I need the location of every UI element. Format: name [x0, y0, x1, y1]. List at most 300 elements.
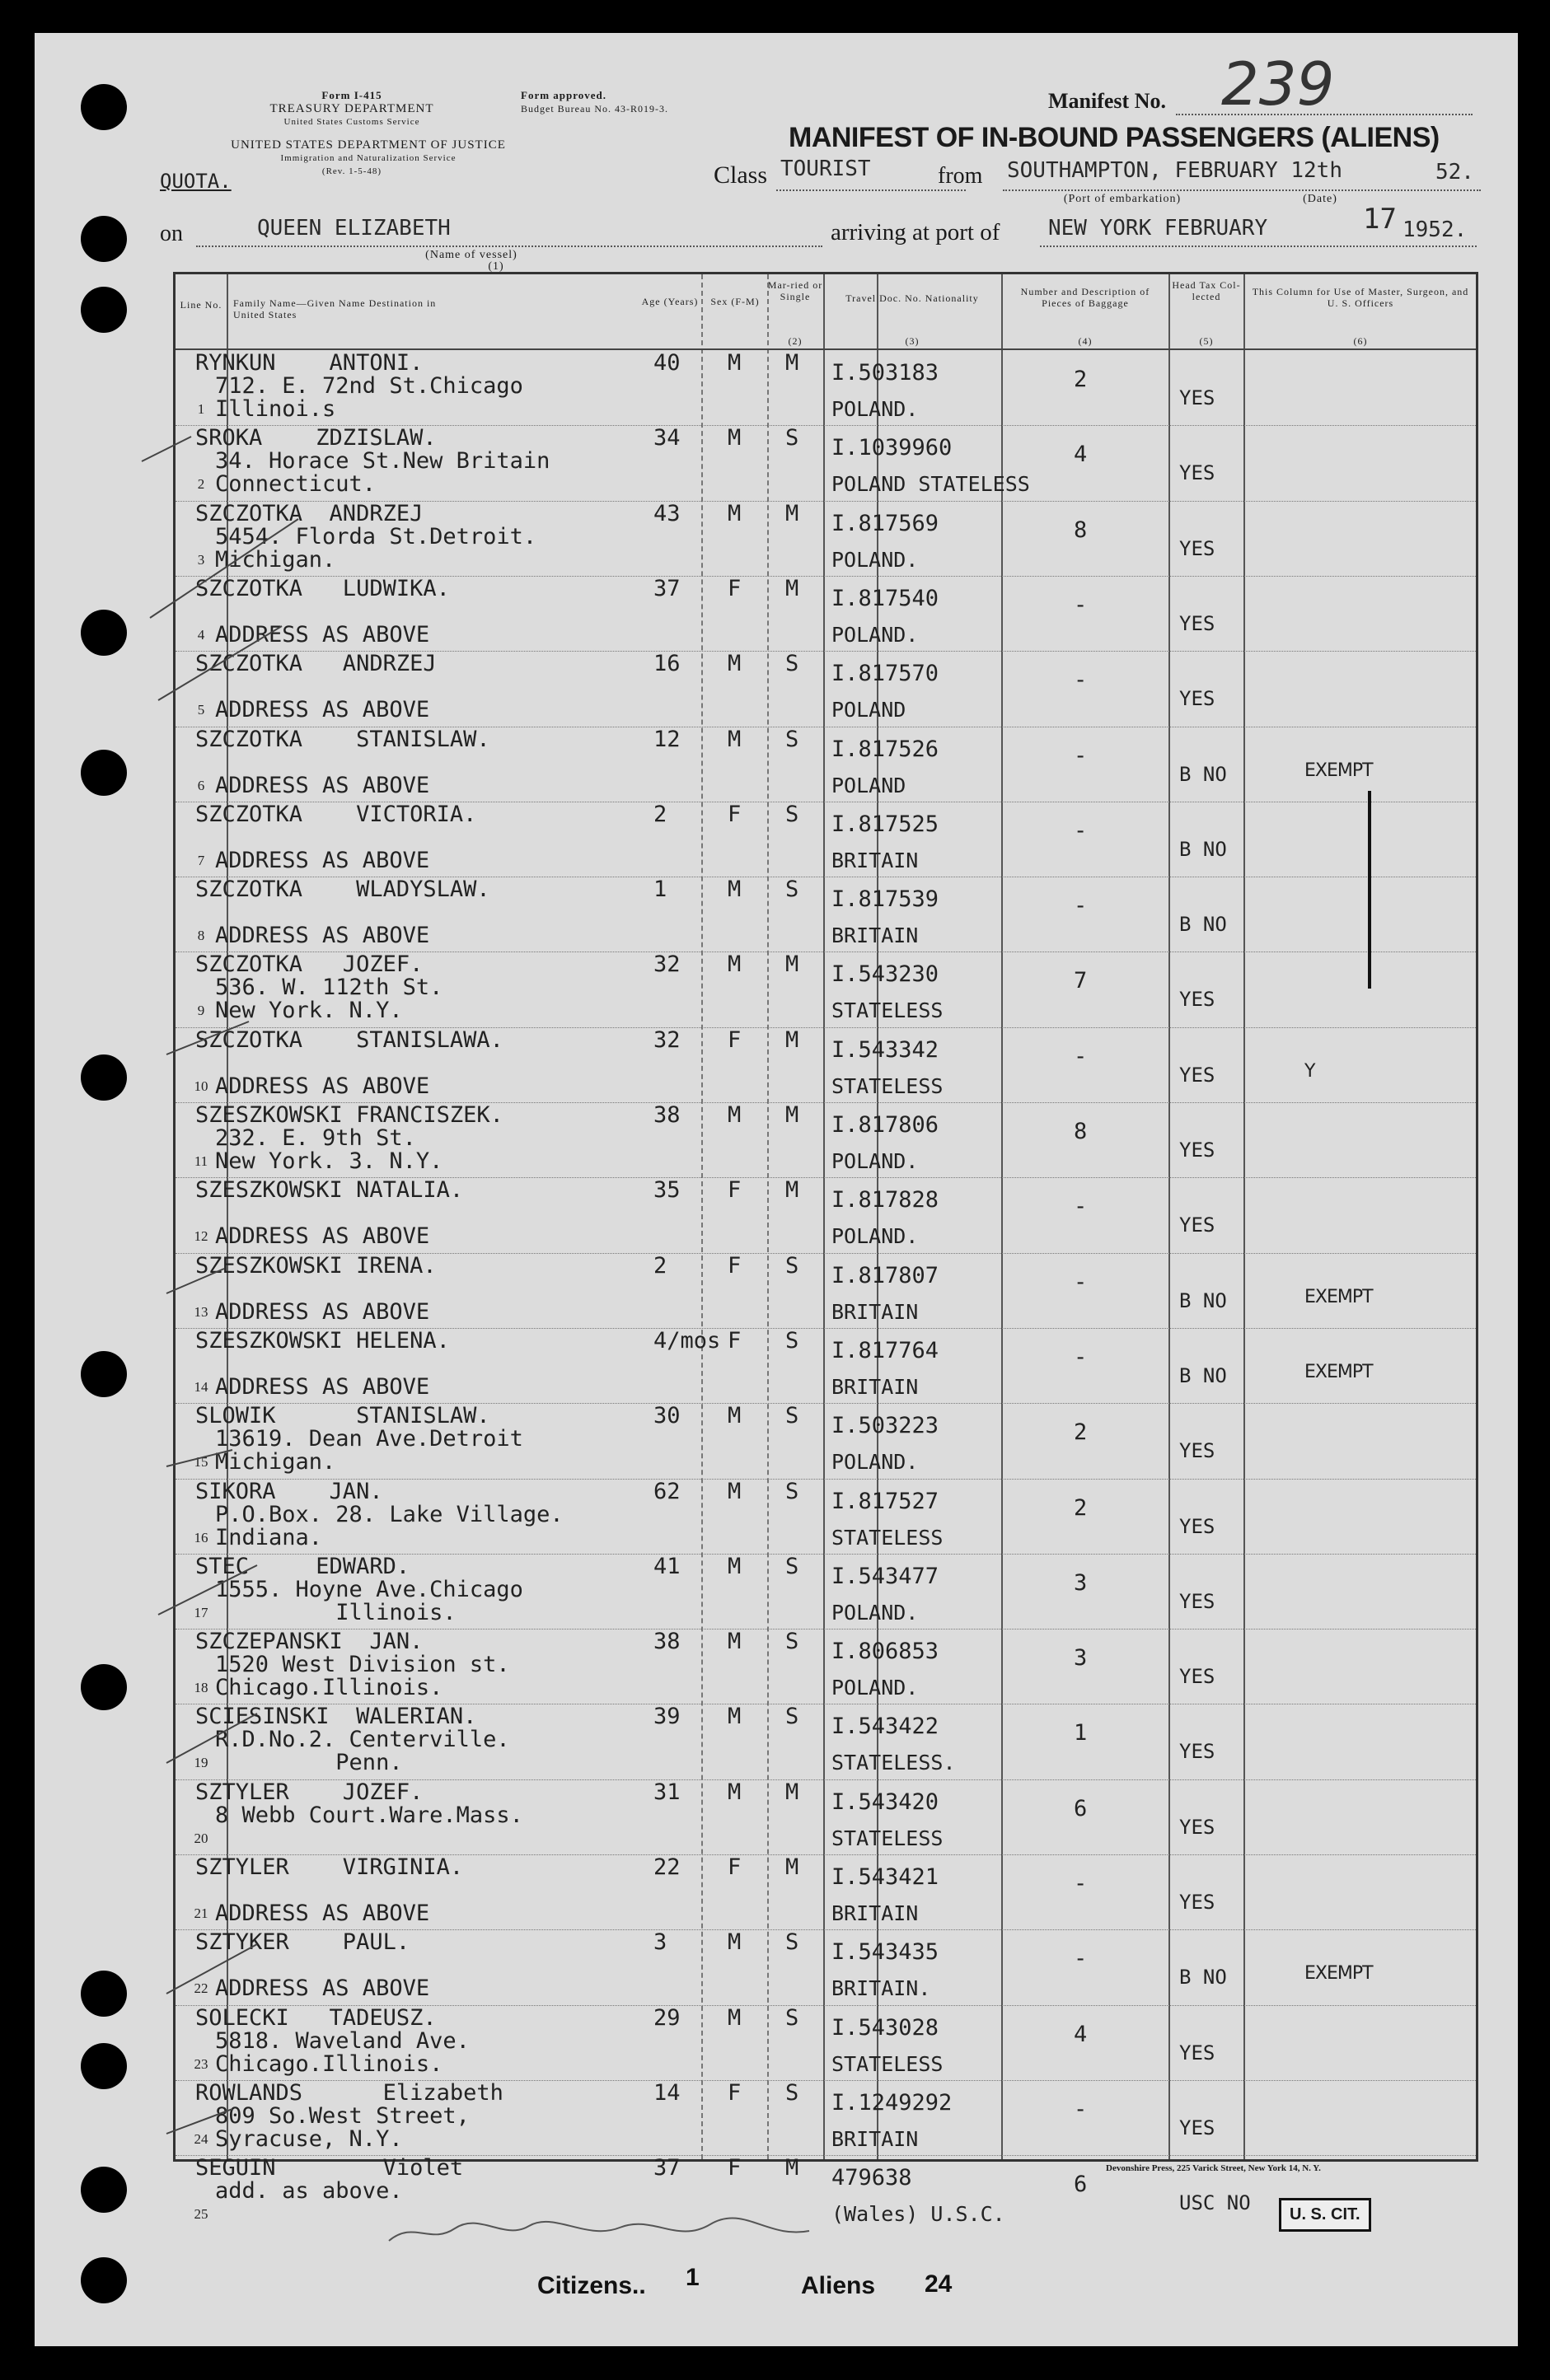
- passenger-age: 40: [653, 350, 681, 376]
- baggage-count: 4: [1074, 2021, 1088, 2047]
- marital-status: S: [785, 651, 799, 677]
- head-tax: YES: [1179, 1891, 1215, 1914]
- passenger-sex: F: [728, 2155, 742, 2181]
- table-row: [176, 1629, 1476, 1704]
- binder-hole: [81, 1971, 127, 2017]
- line-number: 1: [197, 401, 205, 417]
- head-tax: YES: [1179, 1514, 1215, 1538]
- line-number: 12: [194, 1228, 208, 1245]
- head-tax: YES: [1179, 611, 1215, 635]
- col-baggage: Number and Description of Pieces of Baggage: [1020, 286, 1150, 309]
- address-line-1: R.D.No.2. Centerville.: [215, 1727, 510, 1753]
- line-number: 7: [197, 852, 205, 868]
- marital-status: M: [785, 1102, 799, 1128]
- table-row: [176, 1479, 1476, 1555]
- from-label: from: [938, 163, 983, 189]
- binder-hole: [81, 216, 127, 262]
- line-number: 14: [194, 1378, 208, 1395]
- nationality: BRITAIN: [831, 1901, 919, 1925]
- line-number: 11: [194, 1153, 208, 1169]
- nationality: POLAND.: [831, 1149, 919, 1173]
- aliens-count: 24: [925, 2270, 953, 2298]
- line-number: 17: [194, 1604, 208, 1620]
- address-line-2: Indiana.: [215, 1524, 323, 1550]
- col-number-2: (2): [788, 335, 803, 347]
- binder-hole: [81, 1054, 127, 1101]
- passenger-age: 34: [653, 425, 681, 451]
- quota-label: QUOTA.: [160, 170, 232, 193]
- baggage-count: -: [1074, 667, 1088, 694]
- baggage-count: -: [1074, 817, 1088, 844]
- travel-doc-no: I.503183: [831, 360, 939, 386]
- baggage-count: 6: [1074, 1795, 1088, 1821]
- manifest-number: 239: [1221, 49, 1335, 119]
- passenger-name: SZCZOTKA ANDRZEJ: [195, 651, 437, 677]
- passenger-age: 30: [653, 1403, 681, 1429]
- table-row: [176, 727, 1476, 802]
- table-row: [176, 802, 1476, 877]
- travel-doc-no: I.806853: [831, 1639, 939, 1665]
- citizens-label: Citizens..: [537, 2272, 646, 2299]
- aliens-label: Aliens: [801, 2272, 876, 2299]
- passenger-age: 14: [653, 2079, 681, 2106]
- marital-status: S: [785, 2079, 799, 2106]
- address-line-2: ADDRESS AS ABOVE: [215, 621, 430, 648]
- head-tax: YES: [1179, 1139, 1215, 1162]
- marital-status: S: [785, 726, 799, 752]
- passenger-age: 32: [653, 1026, 681, 1053]
- vessel-column-number: (1): [488, 260, 504, 273]
- passenger-name: SZCZOTKA JOZEF.: [195, 952, 424, 978]
- officer-note: EXEMPT: [1304, 1286, 1373, 1307]
- address-line-2: Chicago.Illinois.: [215, 1675, 443, 1701]
- nationality: STATELESS: [831, 998, 944, 1023]
- address-line-1: 1520 West Division st.: [215, 1652, 510, 1678]
- manifest-page: [35, 33, 1518, 2346]
- embarkation-year: 52.: [1435, 160, 1474, 185]
- nationality: POLAND STATELESS: [831, 472, 1030, 497]
- baggage-count: -: [1074, 893, 1088, 919]
- address-line-2: New York. N.Y.: [215, 998, 403, 1024]
- immigration-label: Immigration and Naturalization Service: [280, 153, 457, 163]
- passenger-name: SZCZOTKA VICTORIA.: [195, 801, 477, 827]
- address-line-1: 232. E. 9th St.: [215, 1125, 416, 1151]
- passenger-name: SZESZKOWSKI NATALIA.: [195, 1177, 464, 1204]
- line-number: 15: [194, 1454, 208, 1471]
- baggage-count: 6: [1074, 2172, 1088, 2198]
- passenger-name: SEGUIN Violet: [195, 2155, 464, 2181]
- table-row: [176, 877, 1476, 952]
- vessel-name: QUEEN ELIZABETH: [257, 216, 451, 241]
- nationality: BRITAIN: [831, 2126, 919, 2151]
- printer-line: Devonshire Press, 225 Varick Street, New York 14, N. Y.: [1106, 2163, 1321, 2173]
- passenger-sex: M: [728, 952, 742, 978]
- nationality: STATELESS: [831, 1826, 944, 1850]
- nationality: (Wales) U.S.C.: [831, 2202, 1005, 2227]
- table-row: [176, 1102, 1476, 1178]
- passenger-sex: F: [728, 1327, 742, 1354]
- head-tax: B NO: [1179, 762, 1227, 786]
- passenger-sex: M: [728, 1779, 742, 1805]
- marital-status: S: [785, 877, 799, 903]
- binder-hole: [81, 610, 127, 656]
- passenger-sex: M: [728, 651, 742, 677]
- class-value: TOURIST: [780, 157, 871, 181]
- form-approved: Form approved.: [521, 89, 607, 101]
- travel-doc-no: 479638: [831, 2165, 912, 2191]
- binder-hole: [81, 84, 127, 130]
- date-caption: (Date): [1303, 193, 1337, 205]
- passenger-age: 32: [653, 952, 681, 978]
- passenger-age: 38: [653, 1102, 681, 1128]
- line-number: 10: [194, 1078, 208, 1094]
- passenger-age: 2: [653, 1252, 667, 1279]
- table-row: [176, 1929, 1476, 2005]
- passenger-age: 35: [653, 1177, 681, 1204]
- nationality: STATELESS.: [831, 1751, 956, 1775]
- line-number: 24: [194, 2130, 208, 2147]
- nationality: STATELESS: [831, 1525, 944, 1550]
- nationality: POLAND.: [831, 397, 919, 421]
- head-tax: YES: [1179, 1740, 1215, 1764]
- baggage-count: 3: [1074, 1645, 1088, 1672]
- travel-doc-no: I.817806: [831, 1112, 939, 1138]
- address-line-2: Michigan.: [215, 1449, 336, 1475]
- line-number: 3: [197, 551, 205, 568]
- col-officers: This Column for Use of Master, Surgeon, and U. S. Officers: [1252, 286, 1469, 309]
- address-line-2: ADDRESS AS ABOVE: [215, 923, 430, 949]
- head-tax: YES: [1179, 988, 1215, 1012]
- treasury-label: TREASURY DEPARTMENT: [269, 102, 434, 115]
- table-row: [176, 651, 1476, 727]
- budget-label: Budget Bureau No. 43-R019-3.: [521, 103, 668, 115]
- passenger-name: SIKORA JAN.: [195, 1478, 383, 1504]
- line-number: 6: [197, 777, 205, 793]
- baggage-count: 8: [1074, 1119, 1088, 1144]
- line-number: 25: [194, 2206, 208, 2223]
- travel-doc-no: I.543028: [831, 2014, 939, 2041]
- address-line-2: ADDRESS AS ABOVE: [215, 1976, 430, 2002]
- travel-doc-no: I.543420: [831, 1789, 939, 1815]
- address-line-1: 536. W. 112th St.: [215, 975, 443, 1001]
- marital-status: M: [785, 2155, 799, 2181]
- address-line-2: ADDRESS AS ABOVE: [215, 1901, 430, 1926]
- address-line-2: ADDRESS AS ABOVE: [215, 1073, 430, 1099]
- nationality: POLAND: [831, 698, 906, 722]
- baggage-count: 2: [1074, 1419, 1088, 1446]
- baggage-count: 8: [1074, 517, 1088, 543]
- marital-status: S: [785, 1252, 799, 1279]
- line-number: 20: [194, 1830, 208, 1846]
- marital-status: S: [785, 1704, 799, 1730]
- nationality: BRITAIN: [831, 1299, 919, 1324]
- travel-doc-no: I.543342: [831, 1036, 939, 1063]
- head-tax: YES: [1179, 1589, 1215, 1613]
- passenger-sex: M: [728, 1929, 742, 1956]
- passenger-age: 3: [653, 1929, 667, 1956]
- col-line: Line No.: [180, 299, 222, 311]
- travel-doc-no: I.1249292: [831, 2089, 953, 2116]
- marital-status: M: [785, 1177, 799, 1204]
- travel-doc-no: I.543421: [831, 1864, 939, 1890]
- passenger-age: 43: [653, 500, 681, 526]
- baggage-count: -: [1074, 1871, 1088, 1896]
- head-tax: YES: [1179, 1815, 1215, 1839]
- nationality: BRITAIN: [831, 1374, 919, 1399]
- table-row: [176, 2080, 1476, 2156]
- marital-status: S: [785, 1629, 799, 1655]
- passenger-sex: M: [728, 1629, 742, 1655]
- address-line-1: 5818. Waveland Ave.: [215, 2027, 470, 2054]
- manifest-title: MANIFEST OF IN-BOUND PASSENGERS (ALIENS): [789, 122, 1440, 153]
- address-line-1: add. as above.: [215, 2178, 403, 2205]
- class-label: Class: [714, 161, 768, 189]
- travel-doc-no: I.503223: [831, 1413, 939, 1439]
- passenger-name: SZCZOTKA STANISLAW.: [195, 726, 490, 752]
- baggage-count: -: [1074, 1344, 1088, 1370]
- passenger-name: SZESZKOWSKI HELENA.: [195, 1327, 450, 1354]
- line-number: 22: [194, 1980, 208, 1997]
- baggage-count: -: [1074, 1946, 1088, 1972]
- travel-doc-no: I.817807: [831, 1262, 939, 1288]
- line-number: 23: [194, 2055, 208, 2072]
- address-line-1: 1555. Hoyne Ave.Chicago: [215, 1576, 523, 1602]
- marital-status: M: [785, 350, 799, 376]
- passenger-name: SZESZKOWSKI FRANCISZEK.: [195, 1102, 503, 1128]
- marital-status: M: [785, 575, 799, 601]
- arrival-year: 1952.: [1402, 217, 1468, 242]
- nationality: POLAND.: [831, 1600, 919, 1625]
- line-number: 19: [194, 1755, 208, 1771]
- passenger-age: 2: [653, 801, 667, 827]
- col-name: Family Name—Given Name Destination in United States: [233, 297, 437, 320]
- binder-hole: [81, 2257, 127, 2303]
- marital-status: M: [785, 1854, 799, 1880]
- baggage-count: -: [1074, 1194, 1088, 1220]
- passenger-age: 41: [653, 1553, 681, 1579]
- head-tax: YES: [1179, 1439, 1215, 1463]
- address-line-1: 34. Horace St.New Britain: [215, 448, 550, 475]
- address-line-2: Penn.: [215, 1750, 403, 1776]
- passenger-name: ROWLANDS Elizabeth: [195, 2079, 503, 2106]
- passenger-name: SZTYKER PAUL.: [195, 1929, 410, 1956]
- address-line-2: Syracuse, N.Y.: [215, 2125, 403, 2152]
- table-row: [176, 1403, 1476, 1479]
- head-tax: YES: [1179, 687, 1215, 711]
- address-line-1: 809 So.West Street,: [215, 2102, 470, 2129]
- address-line-1: 8 Webb Court.Ware.Mass.: [215, 1802, 523, 1828]
- table-row: [176, 1554, 1476, 1630]
- table-row: [176, 1704, 1476, 1779]
- col-age: Age (Years): [641, 296, 699, 307]
- binder-hole: [81, 2167, 127, 2213]
- signature-scrawl: [381, 2216, 842, 2249]
- marital-status: S: [785, 1478, 799, 1504]
- head-tax: YES: [1179, 1213, 1215, 1237]
- binder-hole: [81, 1664, 127, 1710]
- embarkation-value: SOUTHAMPTON, FEBRUARY 12th: [1007, 158, 1342, 183]
- officer-note: EXEMPT: [1304, 760, 1373, 781]
- passenger-age: 16: [653, 651, 681, 677]
- marital-status: M: [785, 1779, 799, 1805]
- table-row: [176, 1779, 1476, 1855]
- nationality: BRITAIN.: [831, 1976, 931, 2001]
- table-row: [176, 1027, 1476, 1103]
- travel-doc-no: I.817525: [831, 811, 939, 837]
- head-tax: B NO: [1179, 1966, 1227, 1990]
- passenger-sex: M: [728, 726, 742, 752]
- address-line-2: New York. 3. N.Y.: [215, 1148, 443, 1174]
- address-line-1: 13619. Dean Ave.Detroit: [215, 1426, 523, 1452]
- col-married: Mar-ried or Single: [767, 279, 823, 302]
- marital-status: S: [785, 1929, 799, 1956]
- marital-status: S: [785, 801, 799, 827]
- head-tax: B NO: [1179, 837, 1227, 861]
- head-tax: YES: [1179, 2041, 1215, 2064]
- nationality: BRITAIN: [831, 923, 919, 948]
- nationality: POLAND: [831, 773, 906, 797]
- marital-status: M: [785, 952, 799, 978]
- baggage-count: 3: [1074, 1569, 1088, 1596]
- address-line-2: ADDRESS AS ABOVE: [215, 697, 430, 723]
- table-row: [176, 952, 1476, 1027]
- address-line-2: Connecticut.: [215, 471, 377, 498]
- arrival-port-date: NEW YORK FEBRUARY: [1048, 216, 1268, 241]
- marital-status: S: [785, 1327, 799, 1354]
- head-tax: YES: [1179, 2116, 1215, 2139]
- customs-label: United States Customs Service: [283, 117, 420, 127]
- head-tax: USC NO: [1179, 2191, 1251, 2215]
- col-number-5: (5): [1199, 335, 1214, 347]
- line-number: 8: [197, 928, 205, 944]
- passenger-sex: M: [728, 350, 742, 376]
- passenger-age: 4/mos: [653, 1327, 721, 1354]
- nationality: STATELESS: [831, 1073, 944, 1098]
- table-row: [176, 1328, 1476, 1404]
- passenger-sex: M: [728, 877, 742, 903]
- travel-doc-no: I.817539: [831, 886, 939, 913]
- passenger-sex: M: [728, 1553, 742, 1579]
- table-row: [176, 501, 1476, 577]
- baggage-count: -: [1074, 1043, 1088, 1069]
- nationality: POLAND.: [831, 547, 919, 572]
- travel-doc-no: I.817828: [831, 1187, 939, 1213]
- address-line-2: Chicago.Illinois.: [215, 2050, 443, 2077]
- baggage-count: 1: [1074, 1720, 1088, 1746]
- table-row: [176, 1253, 1476, 1329]
- passenger-age: 29: [653, 2004, 681, 2031]
- passenger-sex: M: [728, 1102, 742, 1128]
- passenger-sex: M: [728, 1478, 742, 1504]
- line-number: 21: [194, 1905, 208, 1921]
- passenger-name: SZCZOTKA LUDWIKA.: [195, 575, 450, 601]
- line-number: 18: [194, 1680, 208, 1696]
- passenger-name: SOLECKI TADEUSZ.: [195, 2004, 437, 2031]
- travel-doc-no: I.817569: [831, 510, 939, 536]
- passenger-name: SLOWIK STANISLAW.: [195, 1403, 490, 1429]
- line-number: 9: [197, 1003, 205, 1019]
- binder-hole: [81, 1351, 127, 1397]
- table-row: [176, 576, 1476, 652]
- address-line-2: ADDRESS AS ABOVE: [215, 1298, 430, 1325]
- address-line-1: 712. E. 72nd St.Chicago: [215, 373, 523, 399]
- address-line-2: Illinois.: [215, 1599, 457, 1625]
- manifest-label: Manifest No.: [1048, 89, 1166, 113]
- passenger-age: 39: [653, 1704, 681, 1730]
- nationality: BRITAIN: [831, 848, 919, 872]
- officer-note: EXEMPT: [1304, 1963, 1373, 1985]
- passenger-name: SZESZKOWSKI IRENA.: [195, 1252, 437, 1279]
- passenger-sex: F: [728, 1252, 742, 1279]
- nationality: STATELESS: [831, 2051, 944, 2076]
- travel-doc-no: I.817540: [831, 585, 939, 611]
- address-line-2: Illinoi.s: [215, 396, 336, 422]
- marital-status: S: [785, 1403, 799, 1429]
- officer-note: Y: [1304, 1060, 1315, 1082]
- table-row: [176, 2005, 1476, 2081]
- table-row: [176, 1177, 1476, 1253]
- passenger-age: 37: [653, 575, 681, 601]
- passenger-age: 37: [653, 2155, 681, 2181]
- passenger-name: SROKA ZDZISLAW.: [195, 425, 437, 451]
- travel-doc-no: I.543422: [831, 1714, 939, 1740]
- passenger-age: 12: [653, 726, 681, 752]
- table-row: [176, 1854, 1476, 1930]
- passenger-sex: M: [728, 500, 742, 526]
- baggage-count: 7: [1074, 968, 1088, 994]
- citizens-count: 1: [686, 2264, 700, 2291]
- passenger-sex: M: [728, 1403, 742, 1429]
- line-number: 5: [197, 702, 205, 718]
- marital-status: M: [785, 500, 799, 526]
- baggage-count: 2: [1074, 367, 1088, 392]
- travel-doc-no: I.543477: [831, 1563, 939, 1589]
- col-number-3: (3): [905, 335, 920, 347]
- travel-doc-no: I.817764: [831, 1337, 939, 1363]
- baggage-count: -: [1074, 591, 1088, 618]
- head-tax: B NO: [1179, 1363, 1227, 1387]
- us-citizen-stamp: U. S. CIT.: [1279, 2198, 1371, 2232]
- binder-hole: [81, 750, 127, 796]
- passenger-name: SZCZOTKA ANDRZEJ: [195, 500, 424, 526]
- passenger-sex: F: [728, 1177, 742, 1204]
- marital-status: S: [785, 1553, 799, 1579]
- passenger-sex: F: [728, 575, 742, 601]
- line-number: 2: [197, 476, 205, 493]
- address-line-2: ADDRESS AS ABOVE: [215, 772, 430, 798]
- passenger-age: 1: [653, 877, 667, 903]
- baggage-count: 2: [1074, 1494, 1088, 1521]
- arriving-label: arriving at port of: [831, 219, 1000, 245]
- travel-doc-no: I.543230: [831, 961, 939, 988]
- head-tax: YES: [1179, 386, 1215, 409]
- baggage-count: -: [1074, 2096, 1088, 2122]
- head-tax: YES: [1179, 536, 1215, 560]
- passenger-sex: F: [728, 1026, 742, 1053]
- passenger-name: SZCZOTKA STANISLAWA.: [195, 1026, 503, 1053]
- passenger-age: 62: [653, 1478, 681, 1504]
- address-line-2: Michigan.: [215, 546, 336, 573]
- passenger-age: 31: [653, 1779, 681, 1805]
- nationality: POLAND.: [831, 1676, 919, 1700]
- passenger-name: SZTYLER VIRGINIA.: [195, 1854, 464, 1880]
- passenger-age: 38: [653, 1629, 681, 1655]
- head-tax: YES: [1179, 1665, 1215, 1689]
- passenger-sex: M: [728, 1704, 742, 1730]
- arrival-day: 17: [1363, 203, 1397, 236]
- officer-note: EXEMPT: [1304, 1361, 1373, 1382]
- nationality: POLAND.: [831, 1224, 919, 1249]
